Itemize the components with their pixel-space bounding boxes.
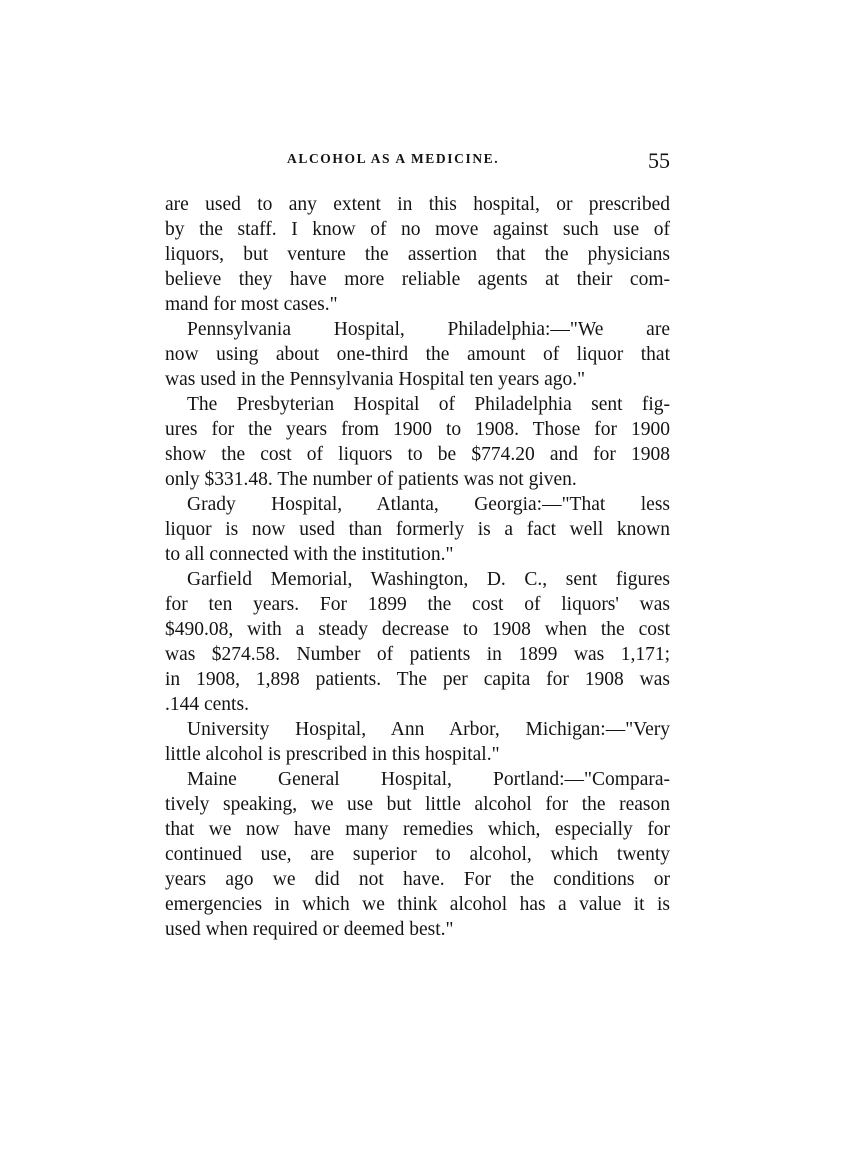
text-line: was $274.58. Number of patients in 1899 was 1,171; (165, 644, 670, 665)
text-line: Pennsylvania Hospital, Philadelphia:—"We are (187, 319, 670, 340)
text-line: in 1908, 1,898 patients. The per capita for 1908 was (165, 669, 670, 690)
text-line: The Presbyterian Hospital of Philadelphia sent fig- (187, 394, 670, 415)
text-line: years ago we did not have. For the conditions or (165, 869, 670, 890)
text-line: liquor is now used than formerly is a fact well known (165, 519, 670, 540)
text-line: ures for the years from 1900 to 1908. Those for 1900 (165, 419, 670, 440)
text-line: now using about one-third the amount of liquor that (165, 344, 670, 365)
text-line: for ten years. For 1899 the cost of liquors' was (165, 594, 670, 615)
text-line: that we now have many remedies which, especially for (165, 819, 670, 840)
text-line: University Hospital, Ann Arbor, Michigan:—"Very (187, 719, 670, 740)
text-line: tively speaking, we use but little alcohol for the reason (165, 794, 670, 815)
text-line: Garfield Memorial, Washington, D. C., sent figures (187, 569, 670, 590)
running-title: ALCOHOL AS A MEDICINE. (287, 151, 500, 166)
text-line: Maine General Hospital, Portland:—"Compara- (187, 769, 670, 790)
text-line: liquors, but venture the assertion that the physicians (165, 244, 670, 265)
text-line: by the staff. I know of no move against such use of (165, 219, 670, 240)
text-line: used when required or deemed best." (165, 919, 454, 940)
text-line: Grady Hospital, Atlanta, Georgia:—"That less (187, 494, 670, 515)
running-head (165, 148, 670, 180)
text-line: mand for most cases." (165, 294, 338, 315)
text-line: only $331.48. The number of patients was not given. (165, 469, 577, 490)
text-line: emergencies in which we think alcohol has a value it is (165, 894, 670, 915)
text-line: continued use, are superior to alcohol, which twenty (165, 844, 670, 865)
text-line: to all connected with the institution." (165, 544, 454, 565)
text-line: .144 cents. (165, 694, 249, 715)
text-line: believe they have more reliable agents at their com- (165, 269, 670, 290)
text-line: little alcohol is prescribed in this hospital." (165, 744, 500, 765)
page-number: 55 (648, 148, 670, 173)
body-text (165, 192, 670, 942)
text-line: was used in the Pennsylvania Hospital ten years ago." (165, 369, 586, 390)
text-line: $490.08, with a steady decrease to 1908 when the cost (165, 619, 670, 640)
text-line: show the cost of liquors to be $774.20 and for 1908 (165, 444, 670, 465)
text-line: are used to any extent in this hospital, or prescribed (165, 194, 670, 215)
